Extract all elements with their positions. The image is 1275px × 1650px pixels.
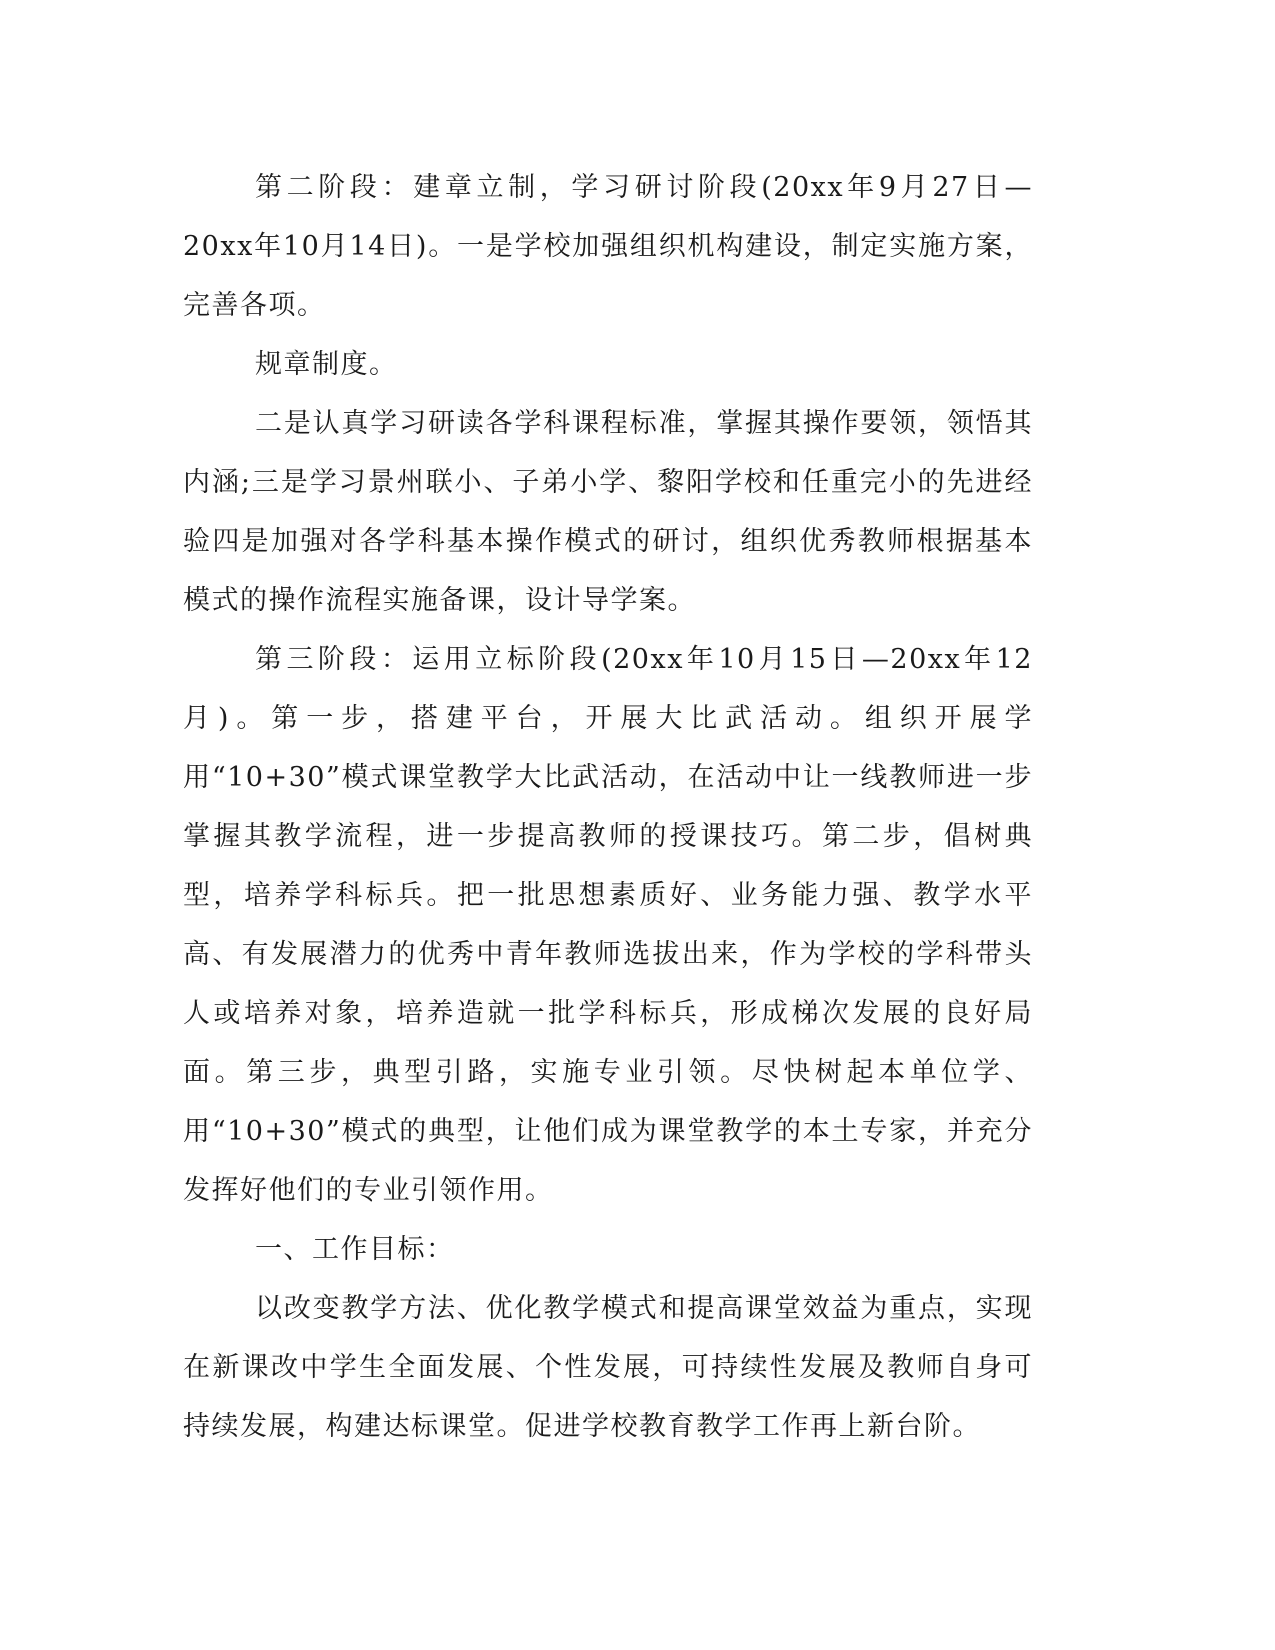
heading-work-goals: 一、工作目标： <box>255 1234 455 1265</box>
paragraph-work-goals: 以改变教学方法、优化教学模式和提高课堂效益为重点，实现在新课改中学生全面发展、个性发展，可持续性发展及教师自身可持续发展，构建达标课堂。促进学校教育教学工作再上新台阶。 <box>183 1293 1033 1442</box>
document-body <box>183 158 1033 1456</box>
paragraph-study-standards: 二是认真学习研读各学科课程标准，掌握其操作要领，领悟其内涵;三是学习景州联小、子弟小学、黎阳学校和任重完小的先进经验四是加强对各学科基本操作模式的研讨，组织优秀教师根据基本模式的操作流程实施备课，设计导学案。 <box>183 408 1033 616</box>
paragraph-stage-three: 第三阶段：运用立标阶段(20xx年10月15日—20xx年12月)。第一步，搭建平台，开展大比武活动。组织开展学用“10+30”模式课堂教学大比武活动，在活动中让一线教师进一步掌握其教学流程，进一步提高教师的授课技巧。第二步，倡树典型，培养学科标兵。把一批思想素质好、业务能力强、教学水平高、有发展潜力的优秀中青年教师选拔出来，作为学校的学科带头人或培养对象，培养造就一批学科标兵，形成梯次发展的良好局面。第三步，典型引路，实施专业引领。尽快树起本单位学、用“10+30”模式的典型，让他们成为课堂教学的本土专家，并充分发挥好他们的专业引领作用。 <box>183 644 1033 1206</box>
paragraph-rules: 规章制度。 <box>255 349 398 380</box>
paragraph-stage-two: 第二阶段：建章立制，学习研讨阶段(20xx年9月27日—20xx年10月14日)。一是学校加强组织机构建设，制定实施方案，完善各项。 <box>183 172 1033 321</box>
